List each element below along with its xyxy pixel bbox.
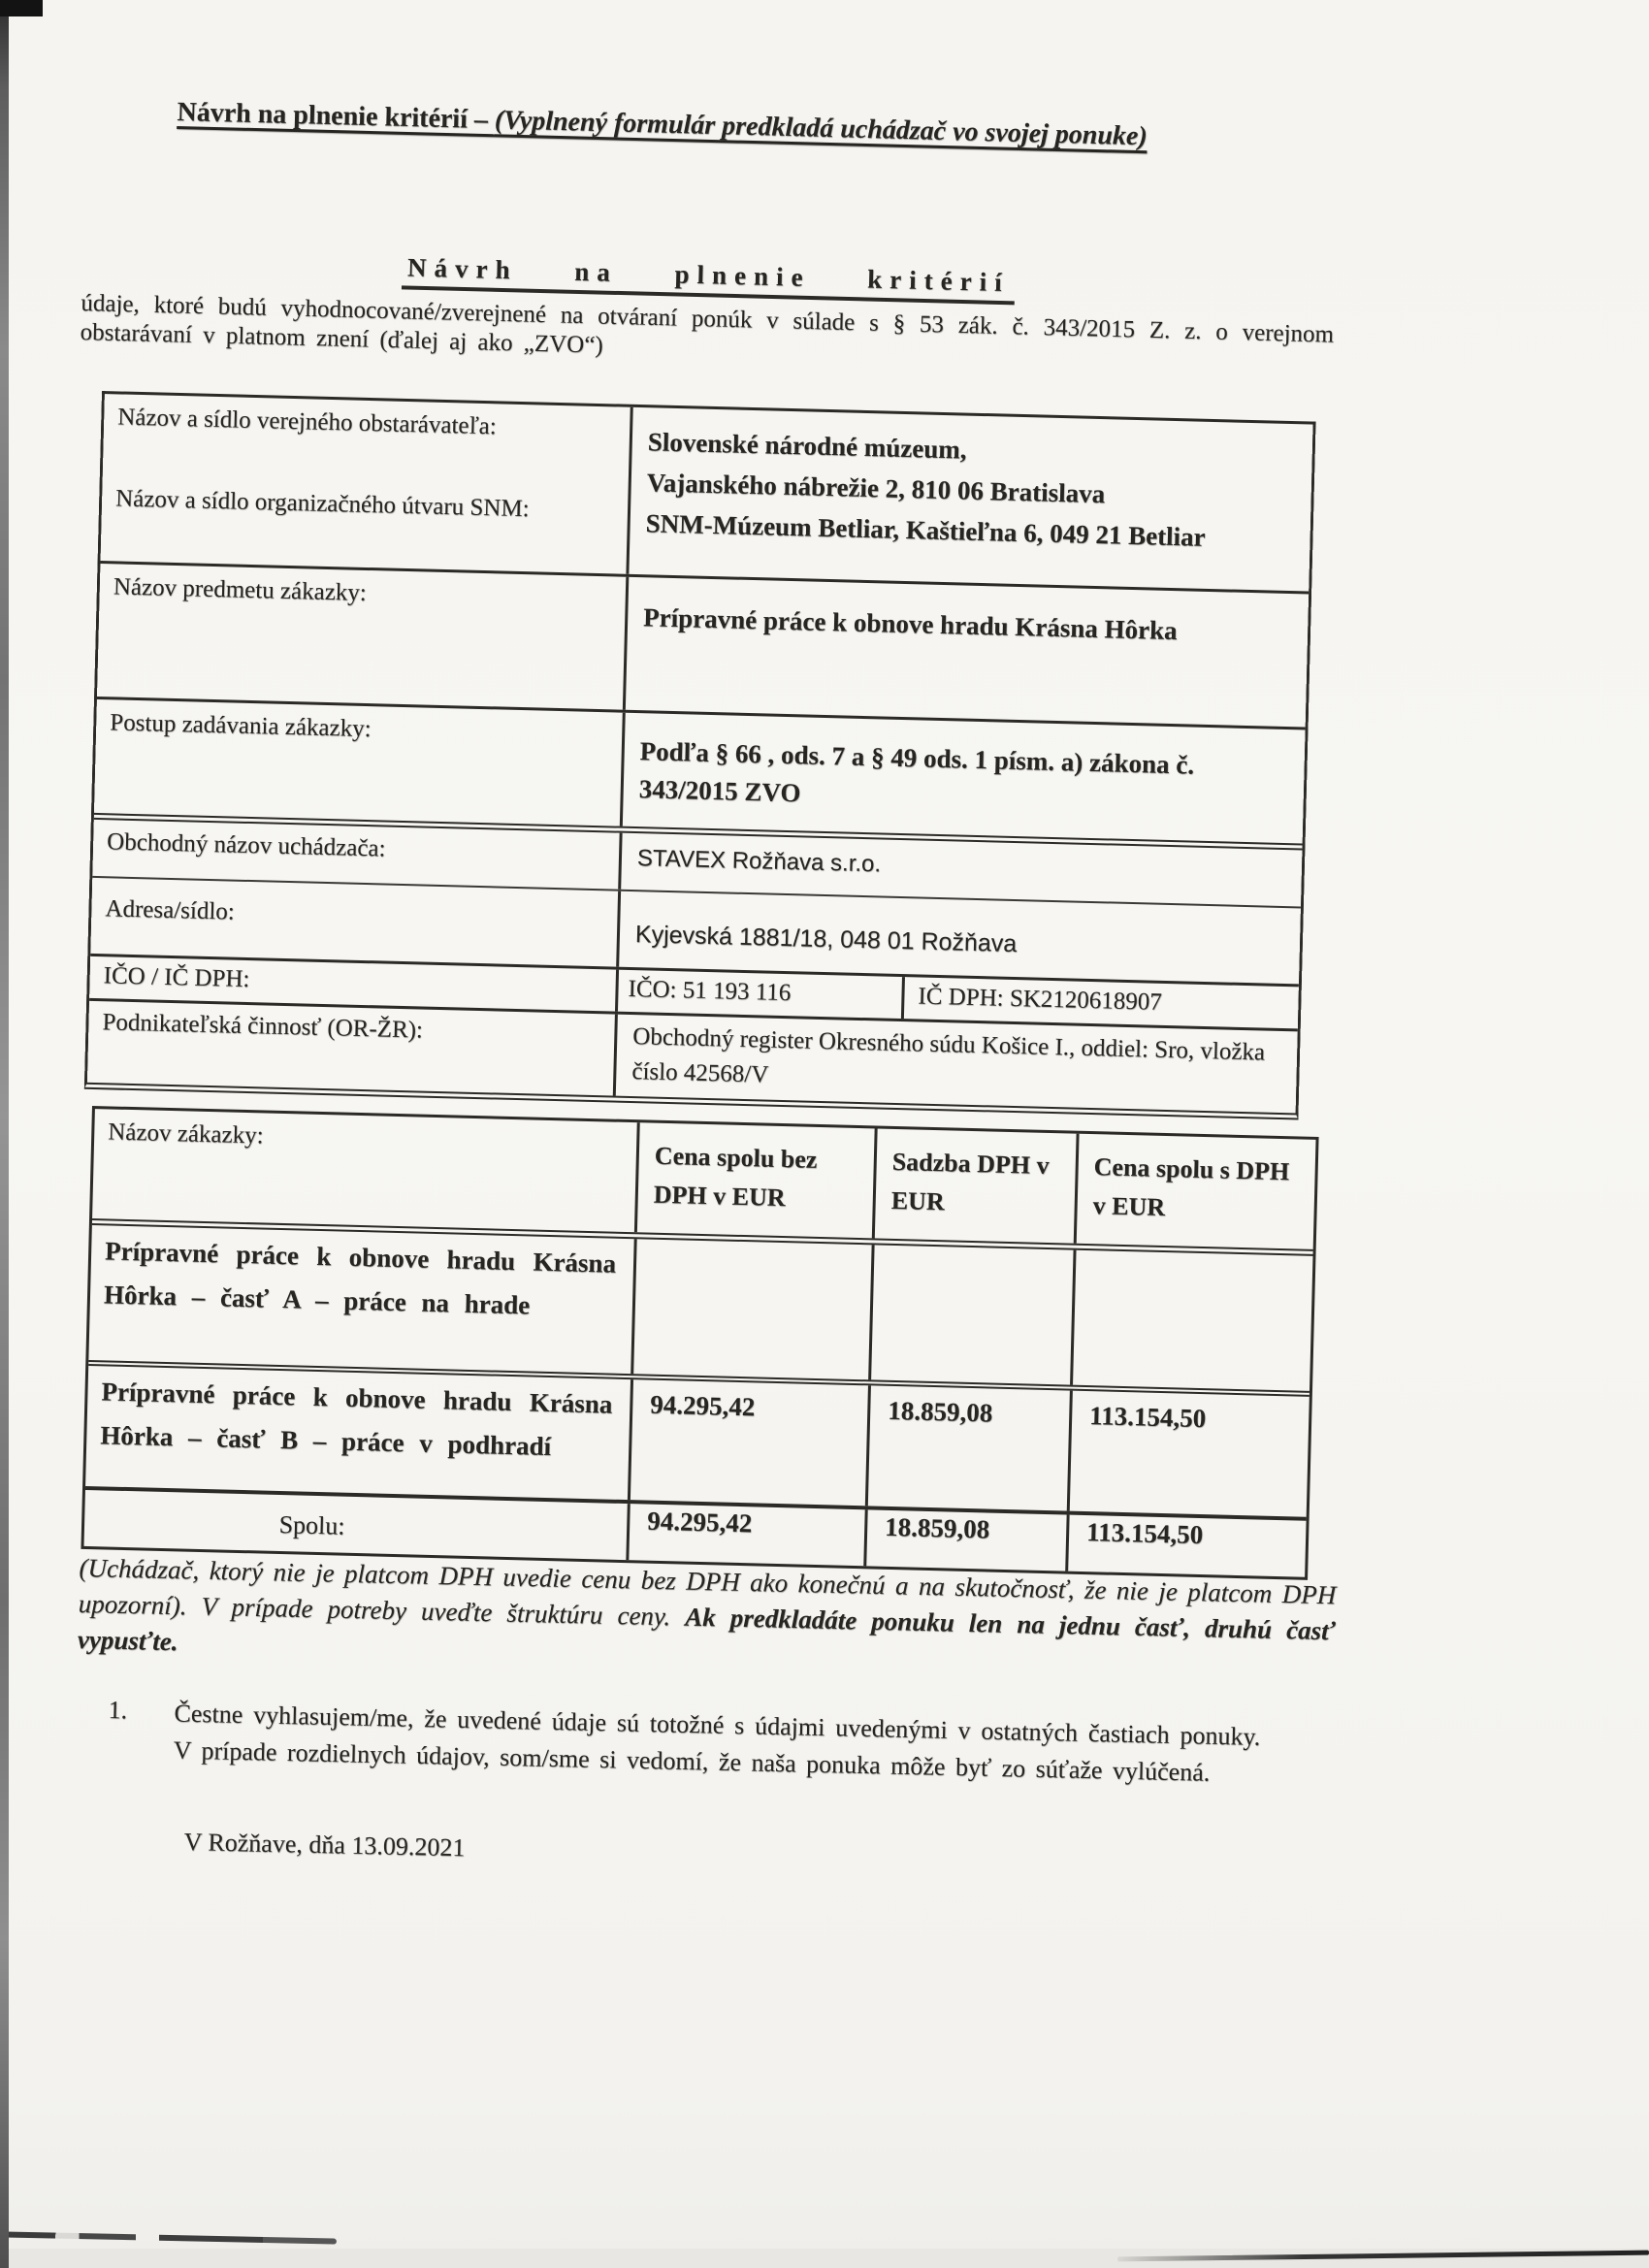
price-table (81, 1106, 1318, 1580)
total-vat: 18.859,08 (866, 1509, 1069, 1571)
declaration-text: Čestne vyhlasujem/me, že uvedené údaje sú totožné s údajmi uvedenými v ostatných častiach ponuky. V prípade rozdielnych údajov, som/sme si vedomí, že naša ponuka môže byť zo súťaže vylúčená. (173, 1699, 1261, 1787)
authority-name: Slovenské národné múzeum, (647, 427, 967, 465)
info-value-cell (629, 407, 1312, 592)
row-name: Prípravné práce k obnove hradu Krásna Hôrka – časť B – práce v podhradí (85, 1366, 633, 1500)
info-row-authority (100, 394, 1312, 594)
row-vat (871, 1245, 1076, 1384)
icdph-value: IČ DPH: SK2120618907 (918, 983, 1163, 1016)
info-value-cell: Prípravné práce k obnove hradu Krásna Hôrka (642, 602, 1179, 646)
declaration-item (107, 1694, 1281, 1793)
form-heading: Návrh na plnenie kritérií (402, 252, 1017, 305)
document-title-bold: Návrh na plnenie kritérií – (177, 97, 496, 136)
ico-value: IČO: 51 193 116 (618, 970, 905, 1019)
row-price-with-vat (1073, 1250, 1312, 1391)
info-table (84, 391, 1316, 1119)
label-authority: Názov a sídlo verejného obstarávateľa: (116, 404, 498, 440)
row-vat: 18.859,08 (868, 1385, 1073, 1510)
date-line: V Rožňave, dňa 13.09.2021 (183, 1828, 466, 1863)
info-label-cell (101, 394, 633, 574)
info-value-cell: Kyjevská 1881/18, 048 01 Rožňava (634, 921, 1018, 958)
header-name: Názov zákazky: (92, 1109, 640, 1232)
heading-block (80, 244, 1335, 379)
header-vat: Sadzba DPH v EUR (875, 1128, 1080, 1243)
vat-note-bold: Ak predkladáte ponuku len na jednu časť, druhú časť vypusťte. (77, 1602, 1336, 1657)
total-price-no-vat: 94.295,42 (629, 1504, 867, 1566)
row-price-with-vat: 113.154,50 (1088, 1401, 1207, 1434)
scan-corner-mark (0, 0, 43, 16)
document-title-italic: (Vyplnený formulár predkladá uchádzač vo svojej ponuke) (494, 105, 1148, 152)
authority-address: Vajanského nábrežie 2, 810 06 Bratislava (646, 468, 1106, 509)
info-label-cell: Adresa/sídlo: (90, 878, 621, 967)
header-price-with-vat: Cena spolu s DPH v EUR (1092, 1152, 1290, 1222)
total-price-with-vat: 113.154,50 (1085, 1517, 1204, 1550)
organizational-unit: SNM-Múzeum Betliar, Kaštieľna 6, 049 21 Betliar (645, 508, 1207, 552)
row-price-no-vat: 94.295,42 (630, 1379, 871, 1506)
scan-bottom-strip (0, 2249, 1649, 2268)
info-value-cell: Obchodný register Okresného súdu Košice I., oddiel: Sro, vložka číslo 42568/V (631, 1023, 1266, 1088)
header-price-no-vat: Cena spolu bez DPH v EUR (637, 1122, 878, 1238)
row-price-no-vat (633, 1239, 874, 1379)
scan-smudge-left (2, 2231, 337, 2244)
total-label: Spolu: (84, 1490, 630, 1560)
info-value-cell: Podľa § 66 , ods. 7 a § 49 ods. 1 písm. a) zákona č. 343/2015 ZVO (638, 736, 1195, 808)
intro-paragraph: údaje, ktoré budú vyhodnocované/zverejnené na otváraní ponúk v súlade s § 53 zák. č. 343/2015 Z. z. o verejnom obstarávaní v platnom znení (ďalej aj ako „ZVO“) (80, 289, 1335, 359)
info-value-cell: STAVEX Rožňava s.r.o. (636, 845, 882, 878)
document-title (177, 97, 1148, 152)
declaration-number: 1. (108, 1695, 128, 1725)
info-label-cell: IČO / IČ DPH: (89, 956, 619, 1012)
row-name: Prípravné práce k obnove hradu Krásna Hôrka – časť A – práce na hrade (88, 1225, 636, 1374)
info-label-cell: Obchodný názov uchádzača: (92, 820, 622, 890)
info-label-cell: Názov predmetu zákazky: (97, 564, 629, 710)
info-label-cell: Podnikateľská činnosť (OR-ŽR): (87, 1001, 618, 1096)
vat-note-italic: (Uchádzač, ktorý nie je platcom DPH uvedie cenu bez DPH ako konečnú a na skutočnosť, že nie je platcom DPH upozorní). V prípade potreby uveďte štruktúru ceny. (78, 1552, 1337, 1632)
label-organizational-unit: Názov a sídlo organizačného útvaru SNM: (114, 485, 530, 523)
scanner-edge-strip (0, 0, 9, 2268)
info-label-cell: Postup zadávania zákazky: (94, 699, 626, 826)
